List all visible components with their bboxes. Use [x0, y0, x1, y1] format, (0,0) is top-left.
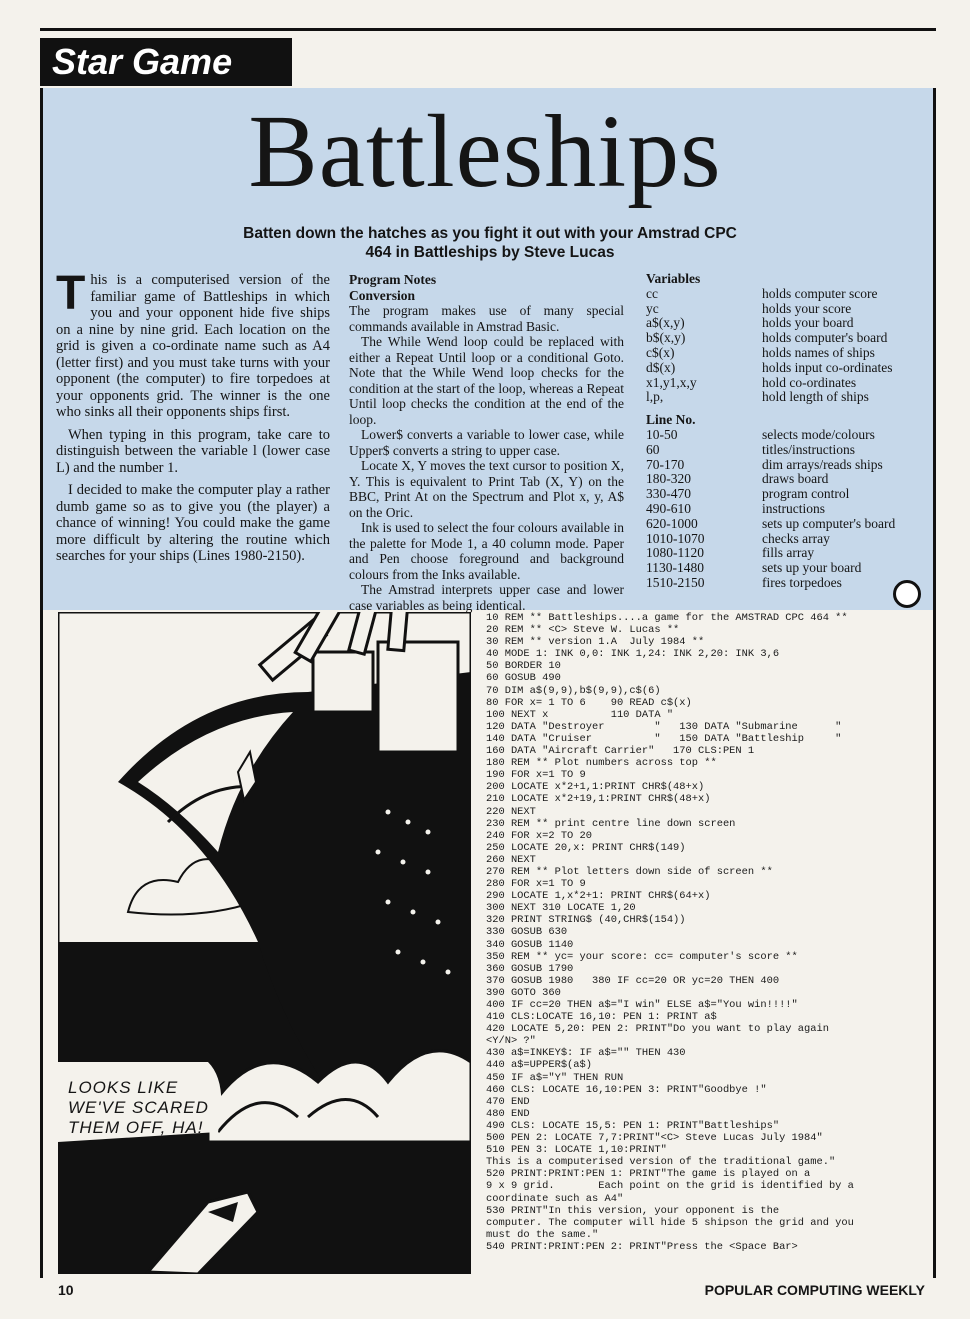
listing-line: 120 DATA "Destroyer " 130 DATA "Submarine " [486, 720, 842, 733]
line-range-row [646, 487, 930, 502]
line-range-desc: selects mode/colours [762, 426, 875, 442]
listing-line: 450 IF a$="Y" THEN RUN [486, 1071, 624, 1084]
line-range-name: 70-170 [646, 456, 685, 472]
listing-line: 280 FOR x=1 TO 9 [486, 878, 586, 891]
variable-row [646, 376, 930, 391]
line-range-desc: checks array [762, 530, 830, 546]
variable-row [646, 390, 930, 405]
listing-line: 70 DIM a$(9,9),b$(9,9),c$(6) [486, 684, 661, 697]
listing-line: 300 NEXT 310 LOCATE 1,20 [486, 902, 636, 915]
intro-paragraph-1 [56, 267, 330, 421]
notes-paragraph-3: Lower$ converts a variable to lower case, while Upper$ converts a string to upper case. [349, 427, 624, 458]
intro-column [56, 267, 330, 571]
listing-line: 80 FOR x= 1 TO 6 90 READ c$(x) [486, 696, 692, 709]
listing-line: 400 IF cc=20 THEN a$="I win" ELSE a$="You win!!!!" [486, 999, 798, 1011]
notes-paragraph-4: Locate X, Y moves the text cursor to position X, Y. This is equivalent to Print Tab (X, Y) on the BBC, Print At on the Spectrum and Plot x, y, A$ on the Oric. [349, 458, 624, 520]
listing-line: 410 CLS:LOCATE 16,10: PEN 1: PRINT a$ [486, 1011, 717, 1024]
variables-list [646, 287, 930, 405]
variable-name: cc [646, 285, 658, 301]
listing-line: 40 MODE 1: INK 0,0: INK 1,24: INK 2,20: INK 3,6 [486, 648, 780, 661]
line-range-name: 10-50 [646, 426, 678, 442]
listing-line: 470 END [486, 1095, 530, 1108]
listing-line: 9 x 9 grid. Each point on the grid is identified by a [486, 1180, 854, 1193]
listing-line: 490 CLS: LOCATE 15,5: PEN 1: PRINT"Battleships" [486, 1119, 780, 1132]
listing-line: 230 REM ** print centre line down screen [486, 817, 736, 830]
line-range-desc: fires torpedoes [762, 574, 842, 590]
listing-line: 160 DATA "Aircraft Carrier" 170 CLS:PEN 1 [486, 745, 755, 758]
variable-row [646, 302, 930, 317]
program-notes [349, 272, 624, 613]
drop-cap: T [56, 267, 86, 320]
listing-line: 330 GOSUB 630 [486, 926, 568, 939]
line-range-name: 1510-2150 [646, 574, 705, 590]
listing-line: 200 LOCATE x*2+1,1:PRINT CHR$(48+x) [486, 781, 705, 794]
variable-desc: holds your board [762, 315, 854, 331]
listing-line: 430 a$=INKEY$: IF a$="" THEN 430 [486, 1047, 686, 1060]
notes-paragraph-6: The Amstrad interprets upper case and lower case variables as being identical. [349, 582, 624, 613]
variable-desc: holds names of ships [762, 344, 875, 360]
listing-line: 220 NEXT [486, 805, 536, 818]
listing-line: 180 REM ** Plot numbers across top ** [486, 757, 717, 770]
line-range-name: 1130-1480 [646, 560, 704, 576]
line-range-row [646, 502, 930, 517]
section-tag: Star Game [40, 38, 292, 86]
lines-list [646, 428, 930, 591]
line-range-row [646, 458, 930, 473]
top-rule [40, 28, 936, 31]
magazine-name: POPULAR COMPUTING WEEKLY [704, 1282, 925, 1298]
line-range-desc: instructions [762, 500, 825, 516]
notes-paragraph-2: The While Wend loop could be replaced with either a Repeat Until loop or a conditional Goto. Note that the While Wend loop checks for the condition at the start of the loop, whereas a Repeat Until loop checks the condition at the end of the loop. [349, 334, 624, 427]
variable-row [646, 361, 930, 376]
variable-name: d$(x) [646, 359, 676, 375]
line-range-row [646, 428, 930, 443]
caption-line-1: LOOKS LIKE [68, 1078, 179, 1097]
variable-row [646, 287, 930, 302]
listing-line: 340 GOSUB 1140 [486, 938, 574, 951]
listing-line: 20 REM ** <C> Steve W. Lucas ** [486, 624, 680, 637]
line-range-name: 180-320 [646, 471, 691, 487]
variable-desc: holds input co-ordinates [762, 359, 893, 375]
cartoon-speech [68, 1078, 209, 1138]
listing-line: 290 LOCATE 1,x*2+1: PRINT CHR$(64+x) [486, 890, 711, 903]
listing-line: 460 CLS: LOCATE 16,10:PEN 3: PRINT"Goodbye !" [486, 1083, 767, 1096]
variables-table [646, 272, 930, 591]
line-range-desc: program control [762, 486, 850, 502]
listing-line: computer. The computer will hide 5 shipson the grid and you [486, 1216, 854, 1229]
caption-line-2: WE'VE SCARED [68, 1098, 209, 1117]
line-range-row [646, 472, 930, 487]
variable-desc: holds your score [762, 300, 852, 316]
variable-desc: holds computer's board [762, 330, 888, 346]
program-listing [486, 612, 926, 1253]
lines-heading: Line No. [646, 412, 696, 428]
line-range-row [646, 561, 930, 576]
listing-line: 240 FOR x=2 TO 20 [486, 829, 593, 842]
notes-paragraph-5: Ink is used to select the four colours available in the palette for Mode 1, a 40 column mode. Paper and Pen choose foreground and background colours from the Inks available. [349, 520, 624, 582]
listing-line: 260 NEXT [486, 853, 536, 866]
listing-line: This is a computerised version of the traditional game." [486, 1156, 836, 1169]
variable-desc: holds computer score [762, 285, 878, 301]
line-range-name: 620-1000 [646, 515, 698, 531]
line-range-row [646, 546, 930, 561]
line-range-row [646, 532, 930, 547]
notes-heading: Program Notes [349, 272, 437, 287]
line-range-name: 60 [646, 441, 660, 457]
listing-line: 370 GOSUB 1980 380 IF cc=20 OR yc=20 THEN 400 [486, 974, 780, 987]
line-range-name: 1010-1070 [646, 530, 705, 546]
line-range-desc: titles/instructions [762, 441, 855, 457]
line-range-name: 330-470 [646, 486, 691, 502]
variable-row [646, 316, 930, 331]
standfirst: Batten down the hatches as you fight it out with your Amstrad CPC 464 in Battleships by Steve Lucas [243, 225, 737, 261]
caption-line-3: THEM OFF, HA! [68, 1118, 204, 1137]
listing-line: coordinate such as A4" [486, 1192, 624, 1205]
page-number: 10 [58, 1282, 74, 1298]
listing-line: 30 REM ** version 1.A July 1984 ** [486, 636, 705, 649]
line-range-name: 1080-1120 [646, 545, 704, 561]
listing-line: 270 REM ** Plot letters down side of screen ** [486, 865, 773, 878]
variable-name: x1,y1,x,y [646, 374, 697, 390]
listing-line: <Y/N> ?" [486, 1035, 536, 1048]
line-range-desc: fills array [762, 545, 815, 561]
listing-line: 50 BORDER 10 [486, 660, 561, 673]
article-title: Battleships [248, 94, 722, 209]
variable-row [646, 346, 930, 361]
listing-line: 210 LOCATE x*2+19,1:PRINT CHR$(48+x) [486, 793, 711, 806]
listing-line: 480 END [486, 1107, 530, 1120]
listing-line: 540 PRINT:PRINT:PEN 2: PRINT"Press the <Space Bar> [486, 1240, 798, 1253]
ship-cartoon [58, 612, 471, 1274]
listing-line: 60 GOSUB 490 [486, 672, 561, 685]
notes-paragraph-1: The program makes use of many special commands available in Amstrad Basic. [349, 303, 624, 334]
listing-line: 390 GOTO 360 [486, 986, 561, 999]
line-range-desc: dim arrays/reads ships [762, 456, 883, 472]
listing-line: 440 a$=UPPER$(a$) [486, 1059, 593, 1072]
variables-heading: Variables [646, 271, 701, 286]
listing-line: must do the same." [486, 1228, 599, 1241]
variable-name: a$(x,y) [646, 315, 685, 331]
notes-subheading: Conversion [349, 287, 416, 303]
line-range-row [646, 443, 930, 458]
listing-line: 320 PRINT STRING$ (40,CHR$(154)) [486, 914, 686, 927]
listing-line: 100 NEXT x 110 DATA " [486, 708, 674, 721]
listing-line: 10 REM ** Battleships....a game for the AMSTRAD CPC 464 ** [486, 612, 848, 624]
listing-line: 500 PEN 2: LOCATE 7,7:PRINT"<C> Steve Lucas July 1984" [486, 1132, 823, 1145]
listing-line: 530 PRINT"In this version, your opponent is the [486, 1204, 780, 1217]
variable-desc: hold co-ordinates [762, 374, 857, 390]
line-range-row [646, 517, 930, 532]
listing-line: 350 REM ** yc= your score: cc= computer's score ** [486, 950, 798, 963]
variable-name: yc [646, 300, 659, 316]
intro-paragraph-2: When typing in this program, take care to distinguish between the variable l (lower case L) and the number 1. [56, 426, 330, 476]
variable-row [646, 331, 930, 346]
variable-name: l,p, [646, 389, 664, 405]
listing-line: 520 PRINT:PRINT:PEN 1: PRINT"The game is played on a [486, 1168, 811, 1181]
listing-line: 140 DATA "Cruiser " 150 DATA "Battleship " [486, 732, 842, 745]
variable-name: c$(x) [646, 344, 675, 360]
listing-line: 510 PEN 3: LOCATE 1,10:PRINT" [486, 1144, 667, 1157]
line-range-desc: sets up computer's board [762, 515, 896, 531]
listing-line: 190 FOR x=1 TO 9 [486, 769, 586, 782]
intro-text-1: his is a computerised version of the familiar game of Battleships in which you and your opponent hide five ships on a nine by nine grid. Each location on the grid is given a co-ordinate name such as A4 (letter first) and you must take turns with your opponent (the computer) to fire torpedoes at your opponents grid. The winner is the one who sinks all their opponents ships first. [56, 272, 330, 420]
variable-name: b$(x,y) [646, 330, 686, 346]
listing-line: 250 LOCATE 20,x: PRINT CHR$(149) [486, 841, 686, 854]
line-range-desc: draws board [762, 471, 829, 487]
line-range-desc: sets up your board [762, 560, 862, 576]
intro-paragraph-3: I decided to make the computer play a rather dumb game so as to give you (the player) a chance of winning! You could make the game more difficult by altering the routine which searches for your ships (Lines 1980-2150). [56, 482, 330, 564]
listing-line: 420 LOCATE 5,20: PEN 2: PRINT"Do you want to play again [486, 1023, 829, 1036]
listing-line: 360 GOSUB 1790 [486, 962, 574, 975]
variable-desc: hold length of ships [762, 389, 869, 405]
line-range-name: 490-610 [646, 500, 691, 516]
line-range-row [646, 576, 930, 591]
